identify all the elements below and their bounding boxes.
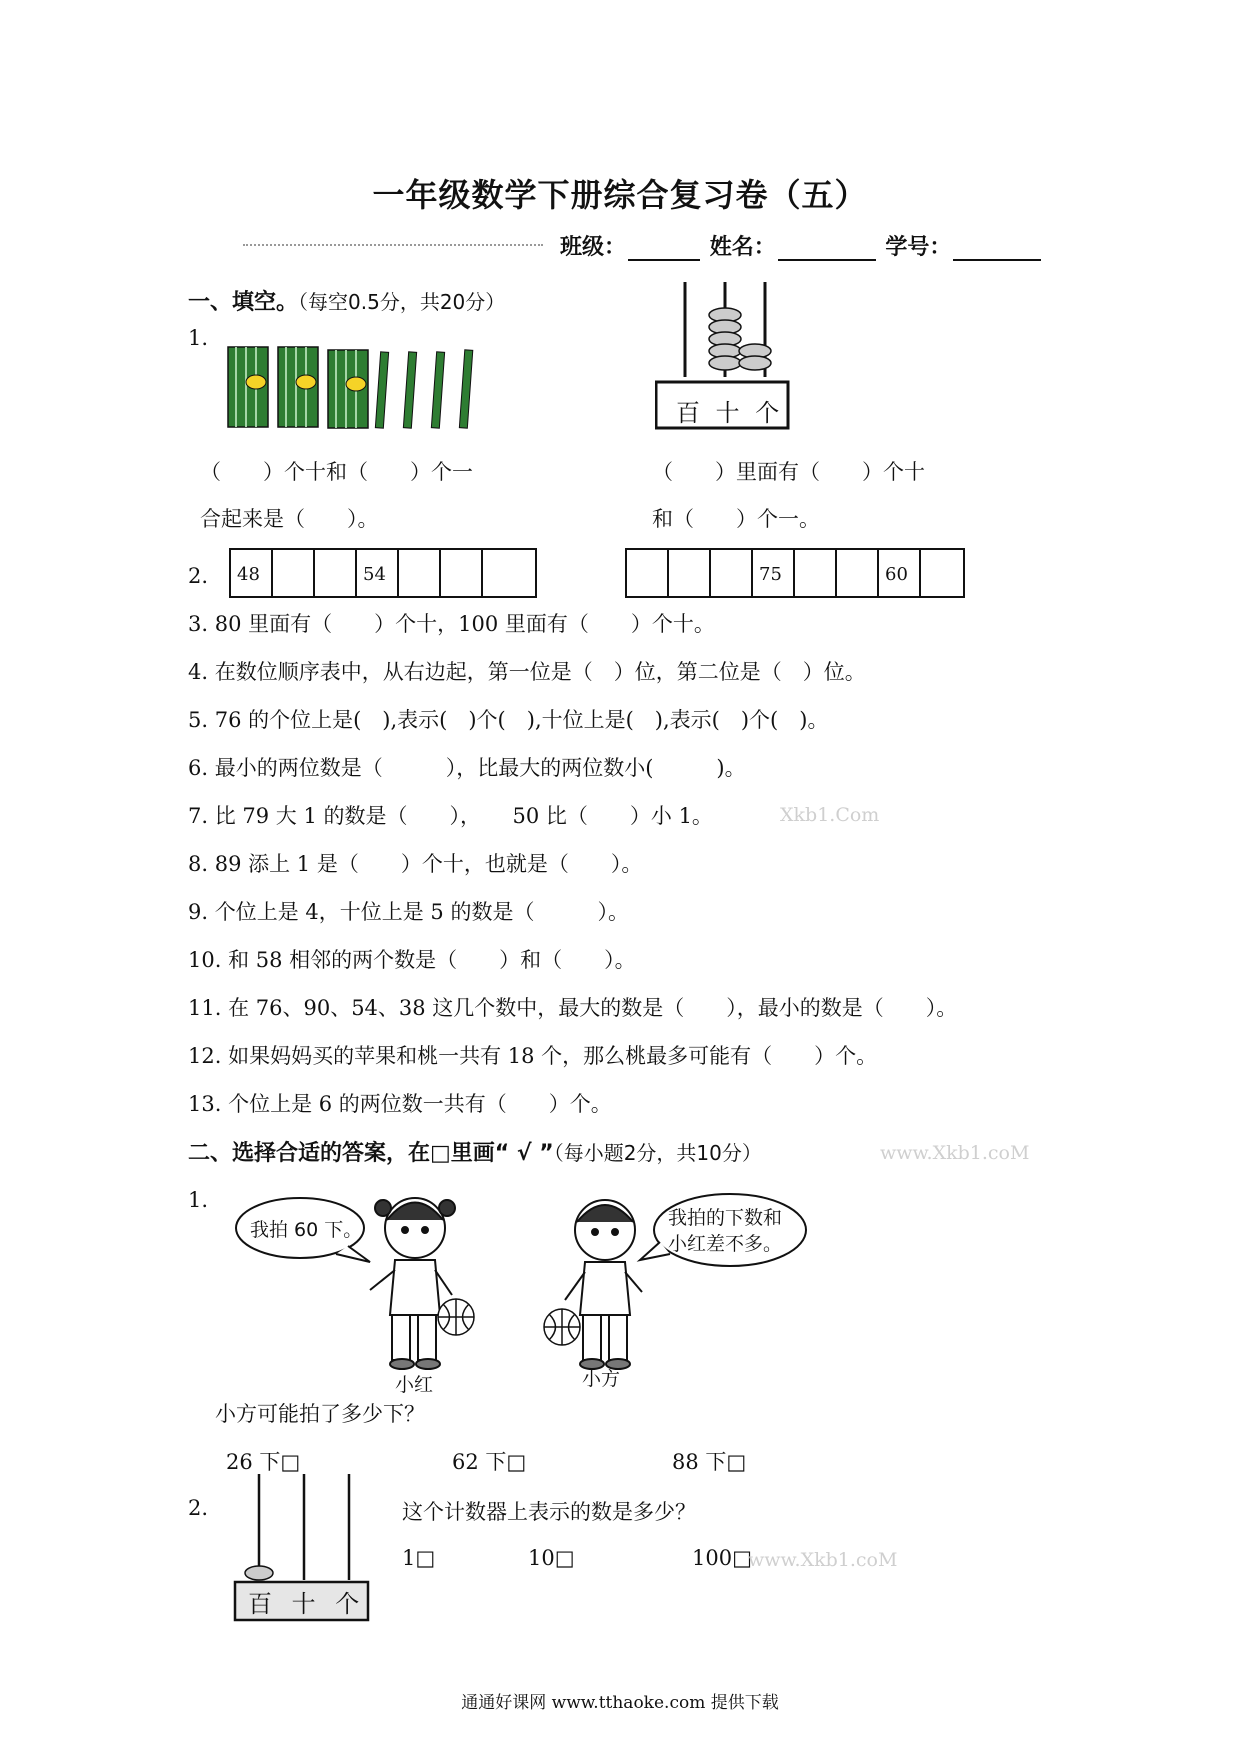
section1-note: （每空0.5分，共20分） [298, 290, 506, 314]
section1-heading [188, 285, 505, 316]
girl-speech-text: 我拍 60 下。 [250, 1219, 363, 1241]
student-info [560, 230, 1043, 261]
watermark-text: www.Xkb1.coM [880, 1142, 1030, 1164]
name-label: 姓名： [709, 235, 776, 260]
single-stick-icon [459, 350, 472, 428]
boy-speech-line2: 小红差不多。 [668, 1233, 783, 1255]
watermark-text: www.Xkb1.coM [748, 1549, 898, 1571]
sticks-picture [226, 342, 496, 432]
stick-bundle-icon [278, 347, 318, 427]
basketball-icon [438, 1299, 474, 1335]
number-sequence-2 [625, 548, 965, 598]
question-5: 5. 76 的个位上是( ),表示( )个( ),十位上是( ),表示( )个( )。 [188, 708, 829, 732]
question-11: 11. 在 76、90、54、38 这几个数中，最大的数是（ ），最小的数是（ ）。 [188, 996, 958, 1020]
question-9: 9. 个位上是 4，十位上是 5 的数是（ ）。 [188, 900, 629, 924]
option-1[interactable]: 1□ [402, 1546, 436, 1570]
question-12: 12. 如果妈妈买的苹果和桃一共有 18 个，那么桃最多可能有（ ）个。 [188, 1044, 878, 1068]
s2q2-question: 这个计数器上表示的数是多少？ [402, 1500, 696, 1524]
q1-right-line1: （ ）里面有（ ）个十 [652, 460, 925, 484]
option-62[interactable]: 62 下□ [452, 1450, 527, 1474]
s2q1-number: 1. [188, 1188, 209, 1212]
stick-bundle-icon [328, 350, 368, 428]
sequence-cell[interactable] [399, 550, 441, 596]
number-label: 学号： [885, 235, 952, 260]
girl-name: 小红 [395, 1374, 434, 1396]
s2q2-number: 2. [188, 1496, 209, 1520]
q2-number: 2. [188, 564, 209, 588]
option-100[interactable]: 100□ [692, 1546, 752, 1570]
abacus-bead-icon [709, 308, 771, 370]
question-6: 6. 最小的两位数是（ ），比最大的两位数小( )。 [188, 756, 746, 780]
question-7: 7. 比 79 大 1 的数是（ ）， 50 比（ ）小 1。 [188, 804, 713, 828]
boy-speech-line1: 我拍的下数和 [668, 1207, 783, 1229]
sequence-cell[interactable] [711, 550, 753, 596]
boy-figure-icon [565, 1200, 642, 1369]
sequence-cell[interactable] [837, 550, 879, 596]
q1-left-line2: 合起来是（ ）。 [200, 507, 379, 531]
number-blank[interactable] [953, 237, 1041, 261]
watermark-text: Xkb1.Com [780, 804, 880, 826]
boy-name: 小方 [582, 1368, 621, 1390]
sequence-cell[interactable] [273, 550, 315, 596]
single-stick-icon [375, 352, 388, 428]
sequence-cell[interactable]: 48 [231, 550, 273, 596]
sequence-cell[interactable] [921, 550, 963, 596]
number-sequence-1 [229, 548, 537, 598]
sequence-cell[interactable]: 60 [879, 550, 921, 596]
section2-title: 二、选择合适的答案，在□里画“ √ ” [188, 1141, 554, 1166]
question-8: 8. 89 添上 1 是（ ）个十，也就是（ ）。 [188, 852, 643, 876]
section1-title: 一、填空。 [188, 290, 299, 315]
girl-figure-icon [370, 1198, 455, 1369]
question-4: 4. 在数位顺序表中，从右边起，第一位是（ ）位，第二位是（ ）位。 [188, 660, 866, 684]
abacus-bead-icon [245, 1566, 273, 1580]
sequence-cell[interactable] [795, 550, 837, 596]
s2q1-question: 小方可能拍了多少下？ [215, 1402, 425, 1426]
question-10: 10. 和 58 相邻的两个数是（ ）和（ ）。 [188, 948, 636, 972]
name-blank[interactable] [778, 237, 876, 261]
q1-left-line1: （ ）个十和（ ）个一 [200, 460, 473, 484]
sequence-cell[interactable]: 54 [357, 550, 399, 596]
sequence-cell[interactable] [669, 550, 711, 596]
counter-label: 百 十 个 [248, 1590, 366, 1618]
sequence-cell[interactable] [441, 550, 483, 596]
section2-heading [188, 1136, 762, 1167]
class-blank[interactable] [628, 237, 700, 261]
question-13: 13. 个位上是 6 的两位数一共有（ ）个。 [188, 1092, 612, 1116]
option-88[interactable]: 88 下□ [672, 1450, 747, 1474]
page-footer: 通通好课网 www.tthaoke.com 提供下载 [461, 1693, 779, 1713]
sequence-cell[interactable] [627, 550, 669, 596]
sequence-cell[interactable] [483, 550, 535, 596]
option-10[interactable]: 10□ [528, 1546, 575, 1570]
q1-right-line2: 和（ ）个一。 [652, 507, 820, 531]
single-stick-icon [403, 352, 416, 428]
basketball-icon [544, 1309, 580, 1345]
dotted-divider [243, 244, 543, 246]
abacus-label: 百 十 个 [676, 399, 784, 427]
question-3: 3. 80 里面有（ ）个十，100 里面有（ ）个十。 [188, 612, 715, 636]
stick-bundle-icon [228, 347, 268, 427]
q1-number: 1. [188, 326, 209, 350]
sequence-cell[interactable]: 75 [753, 550, 795, 596]
page-title: 一年级数学下册综合复习卷（五） [372, 176, 868, 214]
single-stick-icon [431, 352, 444, 428]
class-label: 班级： [560, 235, 627, 260]
section2-note: （每小题2分，共10分） [553, 1141, 762, 1165]
sequence-cell[interactable] [315, 550, 357, 596]
option-26[interactable]: 26 下□ [226, 1450, 301, 1474]
